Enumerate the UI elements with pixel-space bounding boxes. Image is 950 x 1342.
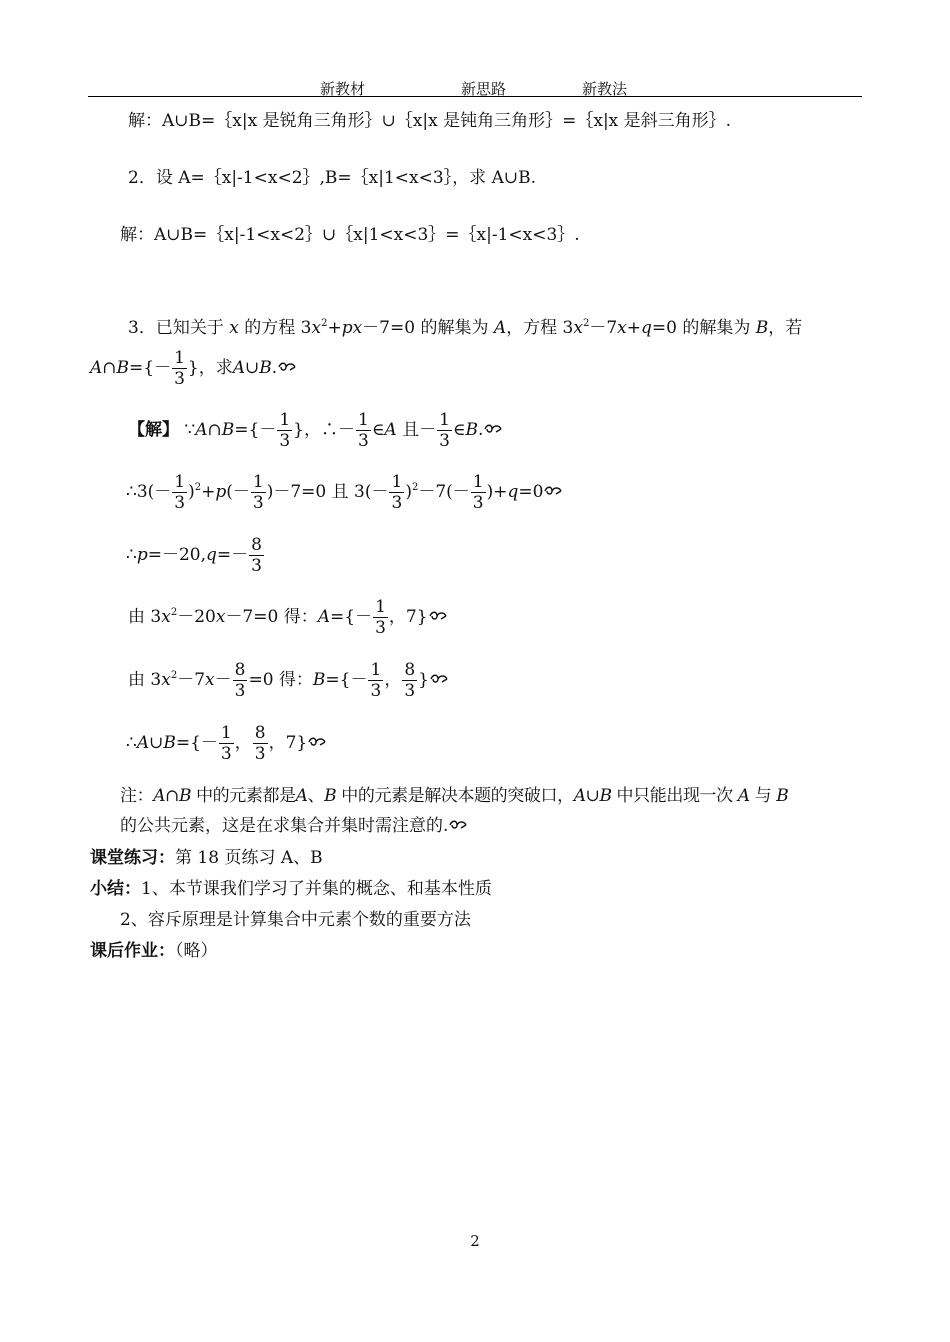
solution-3-line-1: 【解】 ∵A∩B={－ $\frac{1}{3}$ }，∴－ $\frac{1}{3}$ ∈A 且－ $\frac{1}{3}$ ∈B. bbox=[128, 410, 502, 451]
header-center: 新思路 bbox=[461, 80, 507, 98]
summary: 小结：1、本节课我们学习了并集的概念、和基本性质 bbox=[90, 879, 492, 899]
paragraph-mark-icon bbox=[278, 362, 296, 372]
solution-3-line-3: ∴p=－20,q=－ $\frac{8}{3}$ bbox=[126, 535, 262, 576]
paragraph-mark-icon bbox=[484, 424, 502, 434]
homework: 课后作业：（略） bbox=[90, 941, 218, 961]
paragraph-mark-icon bbox=[544, 486, 562, 496]
fraction-one-third: $\frac{1}{3}$ bbox=[375, 597, 386, 638]
fraction-eight-thirds: $\frac{8}{3}$ bbox=[234, 660, 246, 701]
fraction-one-third: $\frac{1}{3}$ bbox=[220, 723, 232, 764]
fraction-eight-thirds: $\frac{8}{3}$ bbox=[251, 535, 262, 576]
paragraph-mark-icon bbox=[429, 611, 447, 621]
page-header bbox=[0, 78, 950, 98]
fraction-one-third: $\frac{1}{3}$ bbox=[391, 472, 403, 513]
page-number: 2 bbox=[470, 1232, 480, 1250]
solution-3-line-2: ∴3(－ $\frac{1}{3}$ )$^2$+p(－ $\frac{1}{3}$ )－7=0 且 3(－ $\frac{1}{3}$ )$^2$－7(－ $\frac{1}{3}$ )+q=0 bbox=[126, 472, 562, 513]
fraction-one-third: $\frac{1}{3}$ bbox=[357, 410, 369, 451]
classroom-practice: 课堂练习：第 18 页练习 A、B bbox=[90, 848, 323, 868]
fraction-one-third: $\frac{1}{3}$ bbox=[279, 410, 291, 451]
note-line-2: 的公共元素，这是在求集合并集时需注意的. bbox=[120, 816, 467, 836]
header-right: 新教法 bbox=[582, 80, 628, 98]
solution-2: 解：A∪B=｛x|-1<x<2｝∪｛x|1<x<3｝=｛x|-1<x<3｝. bbox=[120, 225, 580, 245]
header-rule bbox=[88, 96, 862, 97]
paragraph-mark-icon bbox=[449, 820, 467, 830]
fraction-one-third: $\frac{1}{3}$ bbox=[370, 660, 382, 701]
fraction-eight-thirds: $\frac{8}{3}$ bbox=[254, 723, 266, 764]
fraction-one-third: $\frac{1}{3}$ bbox=[439, 410, 450, 451]
fraction-one-third: $\frac{1}{3}$ bbox=[472, 472, 484, 513]
solution-3-line-4: 由 $3x^2-20x-7=0$ 得：A={－ $\frac{1}{3}$ ，7} bbox=[128, 597, 447, 638]
solution-1: 解：A∪B=｛x|x 是锐角三角形｝∪｛x|x 是钝角三角形｝=｛x|x 是斜三角形｝. bbox=[128, 111, 732, 131]
solution-3-line-6: ∴A∪B={－ $\frac{1}{3}$ ， $\frac{8}{3}$ ，7} bbox=[126, 723, 326, 764]
fraction-one-third: $\frac{1}{3}$ bbox=[174, 472, 186, 513]
paragraph-mark-icon bbox=[430, 674, 448, 684]
fraction-eight-thirds: $\frac{8}{3}$ bbox=[404, 660, 416, 701]
question-2: 2．设 A=｛x|-1<x<2｝,B=｛x|1<x<3｝，求 A∪B. bbox=[128, 168, 536, 188]
fraction-one-third: $\frac{1}{3}$ bbox=[174, 348, 185, 389]
header-left: 新教材 bbox=[320, 80, 366, 98]
paragraph-mark-icon bbox=[308, 737, 326, 747]
question-3-line-2: A∩B={－ $\frac{1}{3}$ }，求A∪B. bbox=[90, 348, 296, 389]
summary-item-2: 2、容斥原理是计算集合中元素个数的重要方法 bbox=[120, 910, 471, 930]
question-3-line-1: 3．已知关于 x 的方程 $3x^2+px-7=0$ 的解集为 A，方程 $3x^2-7x+q=0$ 的解集为 B，若 bbox=[128, 318, 803, 338]
solution-3-line-5: 由 $3x^2-7x-$ $\frac{8}{3}$ =0 得：B={－ $\frac{1}{3}$ ， $\frac{8}{3}$ } bbox=[128, 660, 448, 701]
note-line-1: 注：A∩B 中的元素都是A、B 中的元素是解决本题的突破口，A∪B 中只能出现一次 A 与 B bbox=[120, 786, 789, 806]
fraction-one-third: $\frac{1}{3}$ bbox=[252, 472, 264, 513]
